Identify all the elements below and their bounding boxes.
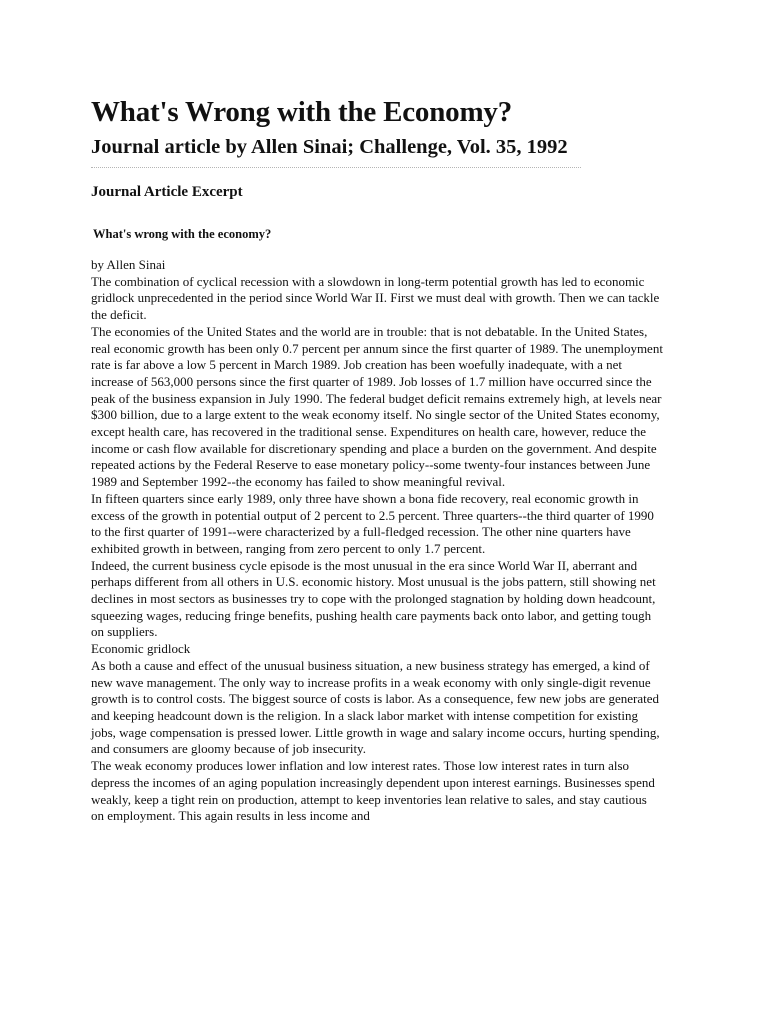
article-title: What's Wrong with the Economy? — [91, 96, 512, 128]
paragraph: The economies of the United States and the world are in trouble: that is not debatable. In the United States, real economic growth has been only 0.7 percent per annum since the first quarter of 1989. The unemployment rate is far above a low 5 percent in March 1989. Job creation has been woefully inadequate, with a net increase of 563,000 persons since the first quarter of 1989. Job losses of 1.7 million have occurred since the peak of the business expansion in July 1990. The federal budget deficit remains extremely high, at levels near $300 billion, due to a large extent to the weak economy itself. No single sector of the United States economy, except health care, has recovered in the traditional sense. Expenditures on health care, however, reduce the income or cash flow available for discretionary spending and place a burden on the government. And despite repeated actions by the Federal Reserve to ease monetary policy--some twenty-four instances between June 1989 and September 1992--the economy has failed to show meaningful revival. — [91, 323, 663, 490]
section-heading-economic-gridlock: Economic gridlock — [91, 641, 191, 657]
paragraph: Indeed, the current business cycle episode is the most unusual in the era since World War II, aberrant and perhaps different from all others in U.S. economic history. Most unusual is the jobs pattern, still showing net declines in most sectors as businesses try to cope with the prolonged stagnation by holding down headcount, squeezing wages, reducing fringe benefits, pushing health care payments back onto labor, and getting tough on suppliers. — [91, 557, 656, 640]
article-subtitle: Journal article by Allen Sinai; Challenge, Vol. 35, 1992 — [91, 136, 568, 158]
paragraph: As both a cause and effect of the unusual business situation, a new business strategy has emerged, a kind of new wave management. The only way to increase profits in a weak economy with only single-digit revenue growth is to control costs. The biggest source of costs is labor. As a consequence, few new jobs are generated and keeping headcount down is the religion. In a slack labor market with intense competition for existing jobs, wage compensation is pressed lower. Little growth in wage and salary income occurs, hurting spending, and consumers are gloomy because of job insecurity. — [91, 657, 660, 757]
paragraph: The weak economy produces lower inflation and low interest rates. Those low interest rates in turn also depress the incomes of an aging population increasingly dependent upon interest earnings. Businesses spend weakly, keep a tight rein on production, attempt to keep inventories lean relative to sales, and stay cautious on employment. This again results in less income and — [91, 758, 655, 824]
article-heading: What's wrong with the economy? — [93, 227, 272, 241]
paragraph: In fifteen quarters since early 1989, only three have shown a bona fide recovery, real economic growth in excess of the growth in potential output of 2 percent to 2.5 percent. Three quarters--the third quarter of 1990 to the first quarter of 1991--were characterized by a full-fledged recession. The other nine quarters have exhibited growth in between, ranging from zero percent to only 1.7 percent. — [91, 490, 654, 556]
byline: by Allen Sinai — [91, 257, 166, 272]
section-label: Journal Article Excerpt — [91, 184, 243, 200]
article-page — [91, 95, 663, 825]
paragraph: The combination of cyclical recession with a slowdown in long-term potential growth has led to economic gridlock unprecedented in the period since World War II. First we must deal with growth. Then we can tackle the deficit. — [91, 273, 660, 323]
dotted-divider — [91, 167, 581, 168]
article-body — [91, 274, 663, 825]
